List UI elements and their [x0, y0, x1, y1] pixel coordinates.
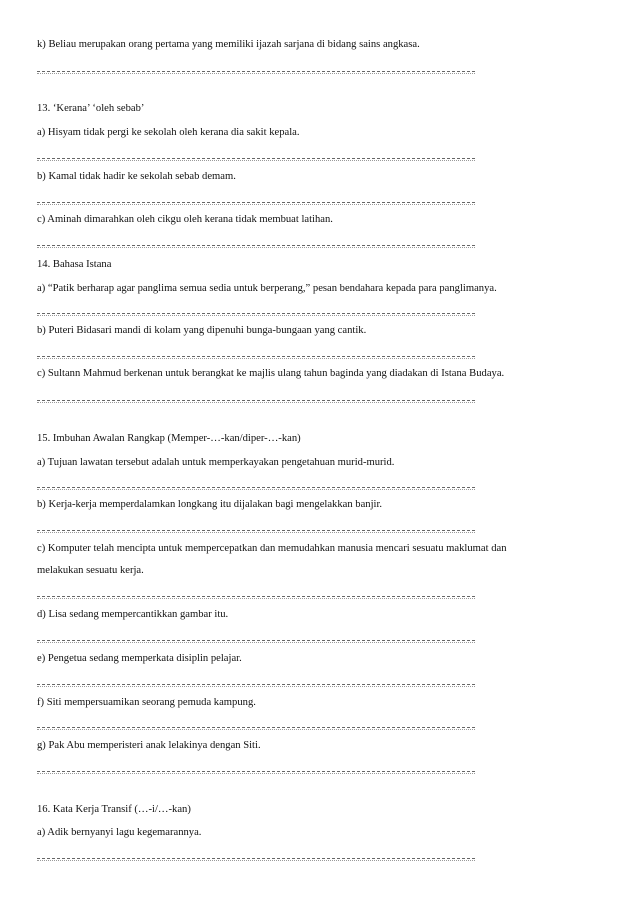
answer-line	[37, 858, 475, 859]
section-15-item-g: g) Pak Abu memperisteri anak lelakinya dengan Siti.	[37, 740, 261, 751]
section-15-item-c-line1: c) Komputer telah mencipta untuk mempercepatkan dan memudahkan manusia mencari sesuatu maklumat dan	[37, 543, 507, 554]
section-15-item-d: d) Lisa sedang mempercantikkan gambar itu.	[37, 609, 229, 620]
answer-line	[37, 356, 475, 357]
section-14-item-c: c) Sultann Mahmud berkenan untuk berangkat ke majlis ulang tahun baginda yang diadakan di Istana Budaya.	[37, 368, 505, 379]
section-15-item-c-line2: melakukan sesuatu kerja.	[37, 565, 144, 576]
section-15-heading: 15. Imbuhan Awalan Rangkap (Memper-…-kan/diper-…-kan)	[37, 433, 301, 444]
section-15-item-e: e) Pengetua sedang memperkata disiplin pelajar.	[37, 653, 242, 664]
answer-line	[37, 596, 475, 597]
item-k-sentence: k) Beliau merupakan orang pertama yang memiliki ijazah sarjana di bidang sains angkasa.	[37, 39, 420, 50]
answer-line	[37, 313, 475, 314]
answer-line	[37, 158, 475, 159]
section-16-heading: 16. Kata Kerja Transif (…-i/…-kan)	[37, 804, 191, 815]
section-15-item-a: a) Tujuan lawatan tersebut adalah untuk memperkayakan pengetahuan murid-murid.	[37, 457, 395, 468]
answer-line	[37, 640, 475, 641]
section-13-heading: 13. ‘Kerana’ ‘oleh sebab’	[37, 103, 145, 114]
section-14-heading: 14. Bahasa Istana	[37, 259, 112, 270]
answer-line	[37, 727, 475, 728]
answer-line	[37, 245, 475, 246]
section-15-item-b: b) Kerja-kerja memperdalamkan longkang itu dijalakan bagi mengelakkan banjir.	[37, 499, 383, 510]
answer-line	[37, 684, 475, 685]
answer-line	[37, 530, 475, 531]
section-13-item-a: a) Hisyam tidak pergi ke sekolah oleh kerana dia sakit kepala.	[37, 127, 300, 138]
section-14-item-a: a) “Patik berharap agar panglima semua sedia untuk berperang,” pesan bendahara kepada para panglimanya.	[37, 283, 497, 294]
answer-line	[37, 487, 475, 488]
section-13-item-c: c) Aminah dimarahkan oleh cikgu oleh kerana tidak membuat latihan.	[37, 214, 333, 225]
section-15-item-f: f) Siti mempersuamikan seorang pemuda kampung.	[37, 697, 256, 708]
answer-line	[37, 71, 475, 72]
answer-line	[37, 771, 475, 772]
section-13-item-b: b) Kamal tidak hadir ke sekolah sebab demam.	[37, 171, 236, 182]
answer-line	[37, 400, 475, 401]
section-16-item-a: a) Adik bernyanyi lagu kegemarannya.	[37, 827, 202, 838]
section-14-item-b: b) Puteri Bidasari mandi di kolam yang dipenuhi bunga-bungaan yang cantik.	[37, 325, 367, 336]
answer-line	[37, 202, 475, 203]
